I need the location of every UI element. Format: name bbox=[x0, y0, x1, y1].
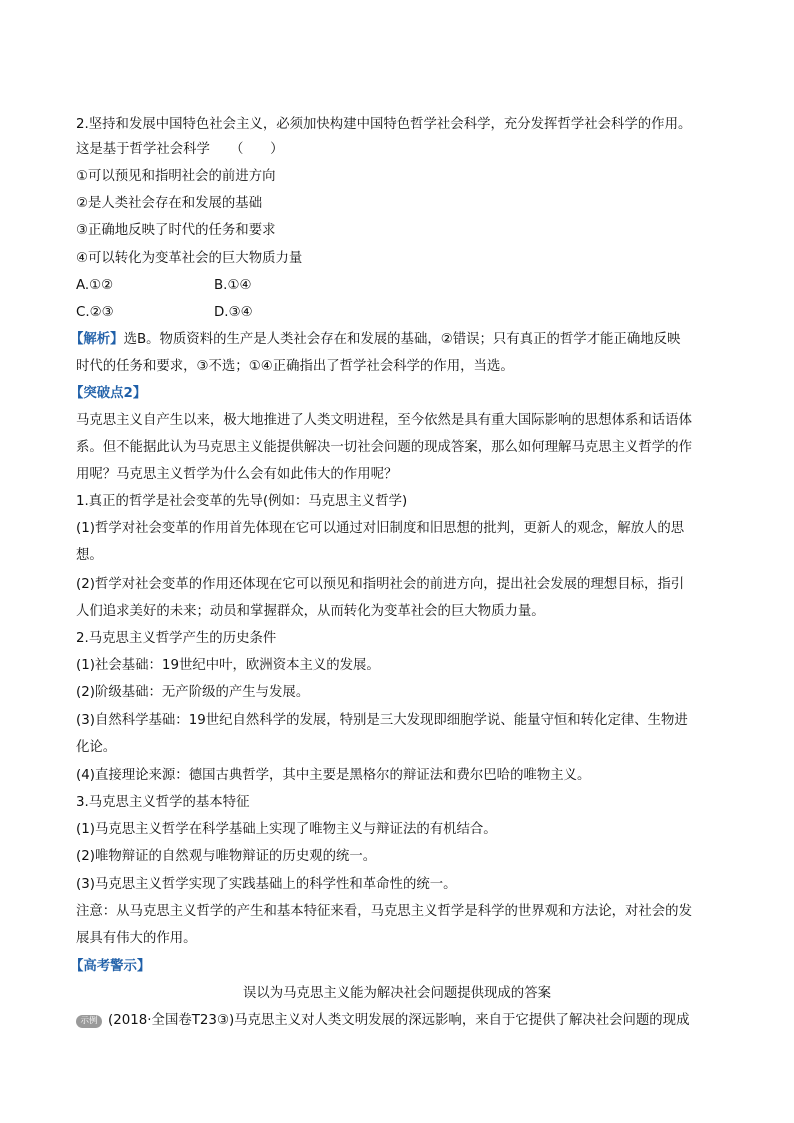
section-2-title: 2.马克思主义哲学产生的历史条件 bbox=[76, 631, 277, 646]
section-3-title: 3.马克思主义哲学的基本特征 bbox=[76, 795, 250, 810]
note-line-continued: 展具有伟大的作用。 bbox=[76, 931, 197, 946]
breakpoint-label: 【突破点2】 bbox=[70, 386, 147, 401]
example-line bbox=[76, 1012, 689, 1030]
intro-line: 用呢？马克思主义哲学为什么会有如此伟大的作用呢？ bbox=[76, 467, 398, 482]
warning-title: 误以为马克思主义能为解决社会问题提供现成的答案 bbox=[243, 986, 551, 1001]
section-3-point-2: (2)唯物辩证的自然观与唯物辩证的历史观的统一。 bbox=[76, 849, 377, 864]
warning-label: 【高考警示】 bbox=[70, 959, 151, 974]
example-text: (2018·全国卷T23③)马克思主义对人类文明发展的深远影响，来自于它提供了解决社会问题的现成 bbox=[108, 1013, 690, 1028]
analysis-paragraph bbox=[70, 331, 680, 349]
intro-line: 马克思主义自产生以来，极大地推进了人类文明进程，至今依然是具有重大国际影响的思想体系和话语体 bbox=[76, 413, 692, 428]
note-line: 注意：从马克思主义哲学的产生和基本特征来看，马克思主义哲学是科学的世界观和方法论，对社会的发 bbox=[76, 904, 692, 919]
statement-item: ①可以预见和指明社会的前进方向 bbox=[76, 169, 276, 184]
section-3-point-3: (3)马克思主义哲学实现了实践基础上的科学性和革命性的统一。 bbox=[76, 877, 457, 892]
intro-line: 系。但不能据此认为马克思主义能提供解决一切社会问题的现成答案，那么如何理解马克思主义哲学的作 bbox=[76, 440, 692, 455]
analysis-text-continued: 时代的任务和要求，③不选；①④正确指出了哲学社会科学的作用，当选。 bbox=[76, 359, 514, 374]
section-3-point-1: (1)马克思主义哲学在科学基础上实现了唯物主义与辩证法的有机结合。 bbox=[76, 822, 497, 837]
analysis-text: 选B。物质资料的生产是人类社会存在和发展的基础，②错误；只有真正的哲学才能正确地反映 bbox=[123, 332, 681, 347]
option-c: C.②③ bbox=[76, 305, 114, 320]
analysis-label: 【解析】 bbox=[70, 332, 124, 347]
section-2-point-4: (4)直接理论来源：德国古典哲学，其中主要是黑格尔的辩证法和费尔巴哈的唯物主义。 bbox=[76, 768, 591, 783]
option-a: A.①② bbox=[76, 278, 114, 293]
question-stem-continued: 这是基于哲学社会科学 （ ） bbox=[76, 142, 284, 157]
section-1-point-1: (1)哲学对社会变革的作用首先体现在它可以通过对旧制度和旧思想的批判，更新人的观念，解放人的思 bbox=[76, 521, 685, 536]
option-d: D.③④ bbox=[214, 305, 253, 320]
section-2-point-1: (1)社会基础：19世纪中叶，欧洲资本主义的发展。 bbox=[76, 658, 380, 673]
statement-item: ③正确地反映了时代的任务和要求 bbox=[76, 223, 276, 238]
section-2-point-2: (2)阶级基础：无产阶级的产生与发展。 bbox=[76, 685, 310, 700]
option-b: B.①④ bbox=[214, 278, 252, 293]
section-2-point-3-continued: 化论。 bbox=[76, 740, 117, 755]
section-1-point-2-continued: 人们追求美好的未来；动员和掌握群众，从而转化为变革社会的巨大物质力量。 bbox=[76, 604, 545, 619]
section-1-title: 1.真正的哲学是社会变革的先导(例如：马克思主义哲学) bbox=[76, 494, 408, 509]
example-badge: 示例 bbox=[76, 1015, 102, 1028]
section-1-point-2: (2)哲学对社会变革的作用还体现在它可以预见和指明社会的前进方向，提出社会发展的理想目标，指引 bbox=[76, 577, 685, 592]
statement-item: ④可以转化为变革社会的巨大物质力量 bbox=[76, 251, 303, 266]
section-2-point-3: (3)自然科学基础：19世纪自然科学的发展，特别是三大发现即细胞学说、能量守恒和转化定律、生物进 bbox=[76, 713, 688, 728]
question-stem: 2.坚持和发展中国特色社会主义，必须加快构建中国特色哲学社会科学，充分发挥哲学社会科学的作用。 bbox=[76, 117, 692, 132]
section-1-point-1-continued: 想。 bbox=[76, 548, 103, 563]
statement-item: ②是人类社会存在和发展的基础 bbox=[76, 196, 263, 211]
